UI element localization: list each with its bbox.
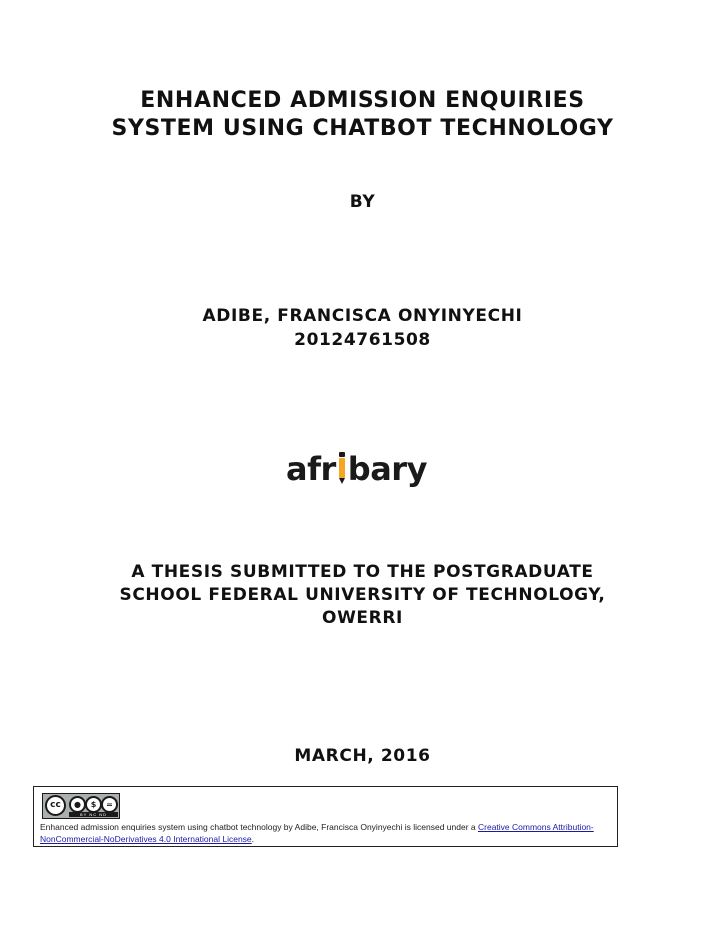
by-label: BY — [349, 192, 376, 212]
license-text — [40, 821, 615, 845]
license-statement: Enhanced admission enquiries system using chatbot technology by Adibe, Francisca Onyinyechi is licensed under a — [40, 822, 478, 832]
thesis-line-3: OWERRI — [322, 608, 403, 628]
submission-date: MARCH, 2016 — [294, 746, 431, 766]
thesis-line-1: A THESIS SUBMITTED TO THE POSTGRADUATE — [131, 562, 594, 582]
thesis-line-2: SCHOOL FEDERAL UNIVERSITY OF TECHNOLOGY, — [119, 585, 606, 605]
license-link[interactable]: Creative Commons Attribution-NonCommercial-NoDerivatives 4.0 International License — [40, 822, 594, 844]
nc-icon: $ — [85, 796, 102, 813]
license-suffix: . — [251, 834, 255, 844]
afribary-logo — [286, 447, 427, 491]
logo-text-end: bary — [347, 450, 427, 488]
by-icon: ● — [69, 796, 86, 813]
cc-license-badge[interactable] — [42, 793, 120, 819]
author-reg-number: 20124761508 — [294, 330, 431, 350]
author-name: ADIBE, FRANCISCA ONYINYECHI — [202, 306, 523, 326]
title-line-1: ENHANCED ADMISSION ENQUIRIES — [140, 88, 585, 113]
logo-text-start: afr — [286, 450, 336, 488]
title-line-2: SYSTEM USING CHATBOT TECHNOLOGY — [111, 116, 614, 141]
badge-strip: BY NC ND — [69, 812, 118, 817]
license-box — [33, 786, 618, 847]
cc-icon: cc — [45, 795, 66, 816]
pencil-icon — [337, 454, 347, 484]
nd-icon: = — [101, 796, 118, 813]
